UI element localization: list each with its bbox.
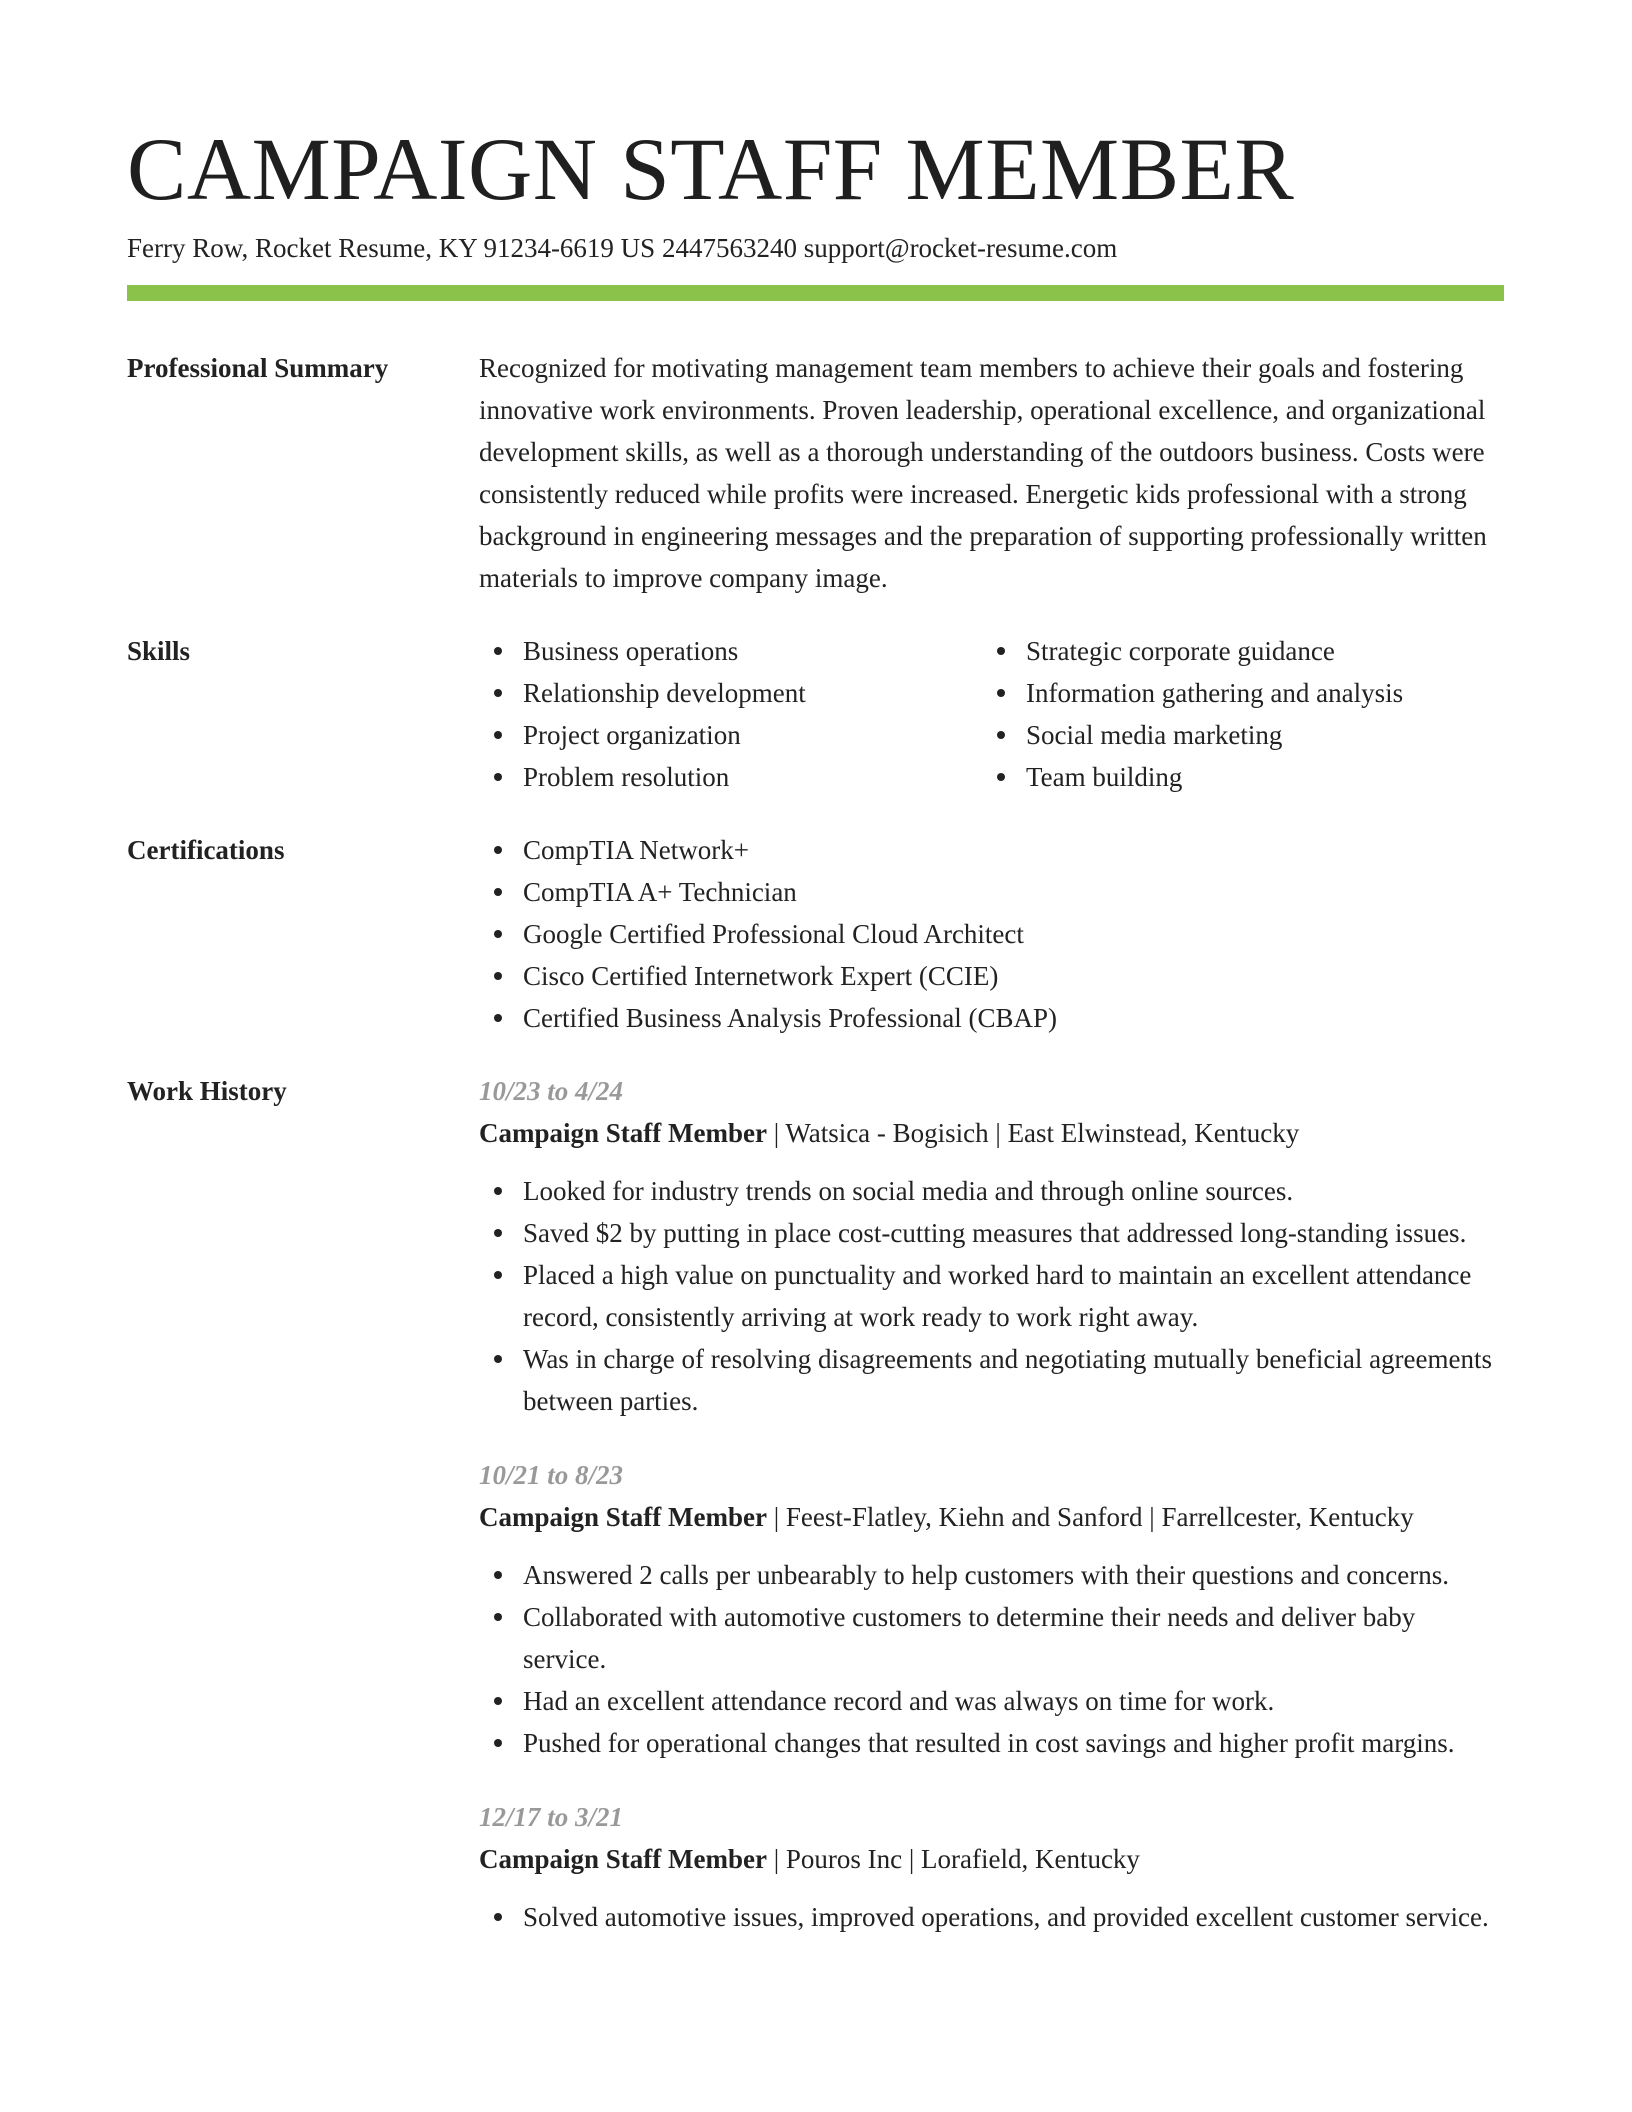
- skills-list-right: [982, 630, 1504, 798]
- job-details: | Feest-Flatley, Kiehn and Sanford | Farrellcester, Kentucky: [766, 1502, 1414, 1532]
- job-dates: 10/23 to 4/24: [479, 1076, 624, 1106]
- list-item: Certified Business Analysis Professional (CBAP): [479, 997, 1504, 1039]
- list-item: Project organization: [479, 714, 982, 756]
- certifications-list: [479, 829, 1504, 1039]
- list-item: Strategic corporate guidance: [982, 630, 1504, 672]
- job-entry: [479, 1454, 1504, 1764]
- list-item: Relationship development: [479, 672, 982, 714]
- list-item: Collaborated with automotive customers to determine their needs and deliver baby service.: [479, 1596, 1504, 1680]
- job-details: | Watsica - Bogisich | East Elwinstead, Kentucky: [766, 1118, 1300, 1148]
- contact-line: Ferry Row, Rocket Resume, KY 91234-6619 US 2447563240 support@rocket-resume.com: [127, 233, 1118, 263]
- list-item: Team building: [982, 756, 1504, 798]
- skills-body: [479, 630, 1504, 798]
- list-item: Saved $2 by putting in place cost-cutting measures that addressed long-standing issues.: [479, 1212, 1504, 1254]
- list-item: Business operations: [479, 630, 982, 672]
- list-item: Answered 2 calls per unbearably to help customers with their questions and concerns.: [479, 1554, 1504, 1596]
- certifications-body: [479, 829, 1504, 1039]
- list-item: Google Certified Professional Cloud Architect: [479, 913, 1504, 955]
- job-details: | Pouros Inc | Lorafield, Kentucky: [766, 1844, 1140, 1874]
- work-history-body: [479, 1070, 1504, 1970]
- job-heading: [479, 1112, 1504, 1154]
- list-item: Had an excellent attendance record and was always on time for work.: [479, 1680, 1504, 1722]
- list-item: Social media marketing: [982, 714, 1504, 756]
- summary-label: Professional Summary: [127, 353, 389, 383]
- job-dates: 12/17 to 3/21: [479, 1802, 624, 1832]
- list-item: Pushed for operational changes that resulted in cost savings and higher profit margins.: [479, 1722, 1504, 1764]
- job-title: Campaign Staff Member: [479, 1118, 767, 1148]
- job-heading: [479, 1838, 1504, 1880]
- work-history-label: Work History: [127, 1076, 287, 1106]
- job-entry: [479, 1070, 1504, 1422]
- list-item: Was in charge of resolving disagreements and negotiating mutually beneficial agreements between parties.: [479, 1338, 1504, 1422]
- list-item: CompTIA Network+: [479, 829, 1504, 871]
- job-heading: [479, 1496, 1504, 1538]
- certifications-label: Certifications: [127, 835, 285, 865]
- skills-list-left: [479, 630, 982, 798]
- job-entry: [479, 1796, 1504, 1938]
- resume-title: CAMPAIGN STAFF MEMBER: [127, 121, 1295, 219]
- summary-text: Recognized for motivating management team members to achieve their goals and fostering innovative work environments. Proven leadership, operational excellence, and organizational development skills, as well as a thorough understanding of the outdoors business. Costs were consistently reduced while profits were increased. Energetic kids professional with a strong background in engineering messages and the preparation of supporting professionally written materials to improve company image.: [479, 353, 1487, 593]
- job-title: Campaign Staff Member: [479, 1844, 767, 1874]
- list-item: Looked for industry trends on social media and through online sources.: [479, 1170, 1504, 1212]
- list-item: Information gathering and analysis: [982, 672, 1504, 714]
- header-divider: [127, 285, 1504, 301]
- list-item: CompTIA A+ Technician: [479, 871, 1504, 913]
- job-dates: 10/21 to 8/23: [479, 1460, 624, 1490]
- list-item: Problem resolution: [479, 756, 982, 798]
- list-item: Placed a high value on punctuality and worked hard to maintain an excellent attendance record, consistently arriving at work ready to work right away.: [479, 1254, 1504, 1338]
- job-bullets: [479, 1554, 1504, 1764]
- list-item: Cisco Certified Internetwork Expert (CCIE): [479, 955, 1504, 997]
- job-title: Campaign Staff Member: [479, 1502, 767, 1532]
- job-bullets: [479, 1896, 1504, 1938]
- list-item: Solved automotive issues, improved operations, and provided excellent customer service.: [479, 1896, 1504, 1938]
- job-bullets: [479, 1170, 1504, 1422]
- skills-label: Skills: [127, 636, 191, 666]
